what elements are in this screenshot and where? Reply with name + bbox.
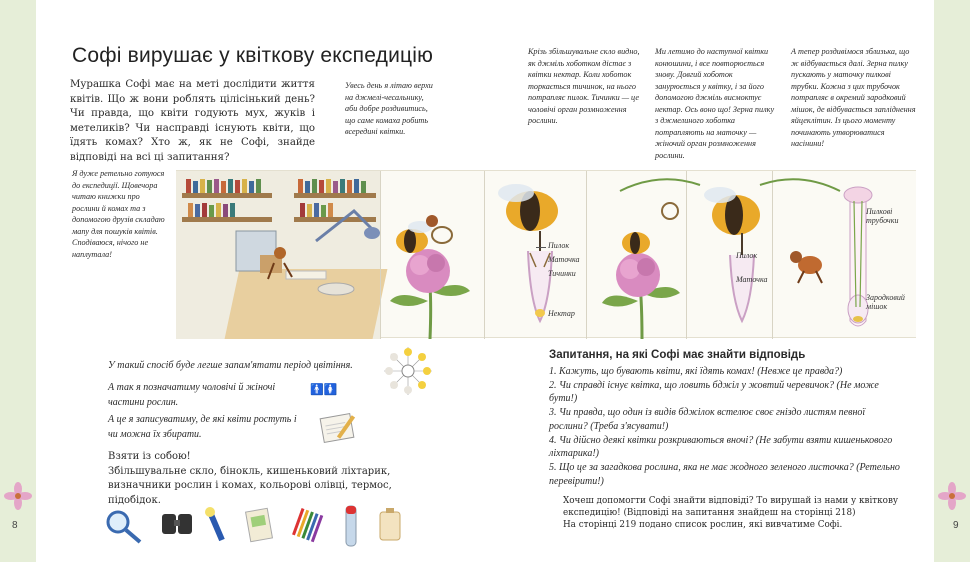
caption-magnifier: Крізь збільшувальне скло видно, як джміль хоботком дістає з квітки нектар. Коли хоботок торкається тичинок, на нього потрапляє пилок. Тичинки — це чоловічі орган розмноження рослини.	[528, 47, 640, 125]
intro-paragraph: Мурашка Софі має на меті дослідити життя квітів. Що ж вони роблять цілісінький день? Чи правда, що квіти годують мух, жуків і метеликів? Чи насправді існують квіти, що їдять комах? Хто ж, як не Софі, знайде відповіді на всі ці запитання?	[70, 79, 315, 163]
library-room-illustration	[176, 171, 380, 339]
question-item: 2. Чи справді існує квітка, що ловить бджіл у жовтий черевичок? (Не може бути!)	[549, 379, 879, 405]
male-female-icon: 🚹🚺	[310, 383, 338, 396]
label-pistil: Маточка	[548, 255, 580, 264]
footer-invite: Хочеш допомогти Софі знайти відповіді? То вирушай із нами у квіткову експедицію! (Відповіді на запитання знайдеш на сторінці 218)	[563, 496, 899, 518]
question-item: 1. Кажуть, що бувають квіти, які їдять комах! (Невже це правда?)	[549, 366, 843, 377]
footer-plant-list: На сторінці 219 подано список рослин, які вивчатиме Софі.	[563, 520, 843, 530]
caption-preparation: Я дуже ретельно готуюся до експедиції. Щовечора читаю книжки про рослини й комах та з допомогою друзів складаю мапу для пошуків квітів. Сподіваюся, нічого не наплутала!	[72, 169, 165, 259]
caption-bee-ride: Увесь день я літаю верхи на джмелі-чесальнику, аби добре роздивитись, що саме комаха робить всередині квітки.	[345, 81, 433, 136]
flower-decoration-icon	[4, 482, 32, 510]
right-margin	[934, 0, 970, 562]
question-item: 5. Що це за загадкова рослина, яка не має жодного зеленого листочка? (Ретельно перевірити!)	[549, 461, 900, 487]
page-number-left: 8	[12, 520, 18, 531]
question-item: 3. Чи правда, що один із видів бджілок встелює своє гніздо листям певної рослини? (Треба з'ясувати!)	[549, 407, 866, 432]
label-embryo-sac: Зародковий мішок	[866, 293, 905, 311]
questions-list	[549, 365, 901, 488]
question-item: 4. Чи дійсно деякі квітки розкриваються вночі? (Не забути взяти кишенькового ліхтарика!)	[549, 434, 893, 460]
flowering-calendar-icon	[383, 346, 433, 396]
page-number-right: 9	[953, 520, 959, 531]
label-stamens: Тичинки	[548, 269, 576, 278]
caption-next-flower: Ми летимо до наступної квітки конюшини, і все повторюється знову. Довгий хоботок занурюється у квітку, і за його допомогою джміль висмоктує нектар. Ось воно що! Зерна пилку з джмелиного хоботка потрапляють на маточку — жіночий орган розмноження рослини.	[655, 47, 775, 160]
label-pistil-2: Маточка	[736, 275, 768, 284]
tip-gender-symbols: А так я позначатиму чоловічі й жіночі частини рослин.	[108, 382, 276, 408]
caption-fertilization: А тепер роздивімося зблизька, що ж відбувається далі. Зерна пилку пускають у маточку пилкові трубки. Кожна з цих трубочок потрапляє в окремий зародковий мішок, де відбувається запліднення яйцеклітин. Із цього моменту починають утворюватися насінини!	[791, 47, 916, 148]
left-margin	[0, 0, 36, 562]
label-pollen: Пилок	[548, 241, 570, 250]
flower-decoration-icon	[938, 482, 966, 510]
notepad-icon	[318, 410, 366, 444]
footer-text	[549, 495, 901, 531]
equipment-illustration	[100, 502, 420, 550]
bee-and-clover-diagrams	[380, 171, 916, 339]
page-title: Софі вирушає у квіткову експедицію	[72, 44, 434, 67]
packing-list-heading: Взяти із собою!	[108, 451, 191, 462]
label-pollen-2: Пилок	[736, 251, 758, 260]
questions-title: Запитання, на які Софі має знайти відповідь	[549, 349, 806, 361]
packing-list	[108, 450, 426, 508]
label-pollen-tubes: Пилкові трубочки	[866, 207, 899, 225]
illustration-strip	[176, 170, 916, 338]
packing-list-items: Збільшувальне скло, бінокль, кишеньковий ліхтарик, визначники рослин і комах, кольорові олівці, термос, підобідок.	[108, 465, 392, 506]
tip-notes: А це я записуватиму, де які квіти ростуть і чи можна їх збирати.	[108, 414, 297, 440]
tip-calendar: У такий спосіб буде легше запам'ятати період цвітіння.	[108, 360, 353, 371]
label-nectar: Нектар	[548, 309, 575, 318]
